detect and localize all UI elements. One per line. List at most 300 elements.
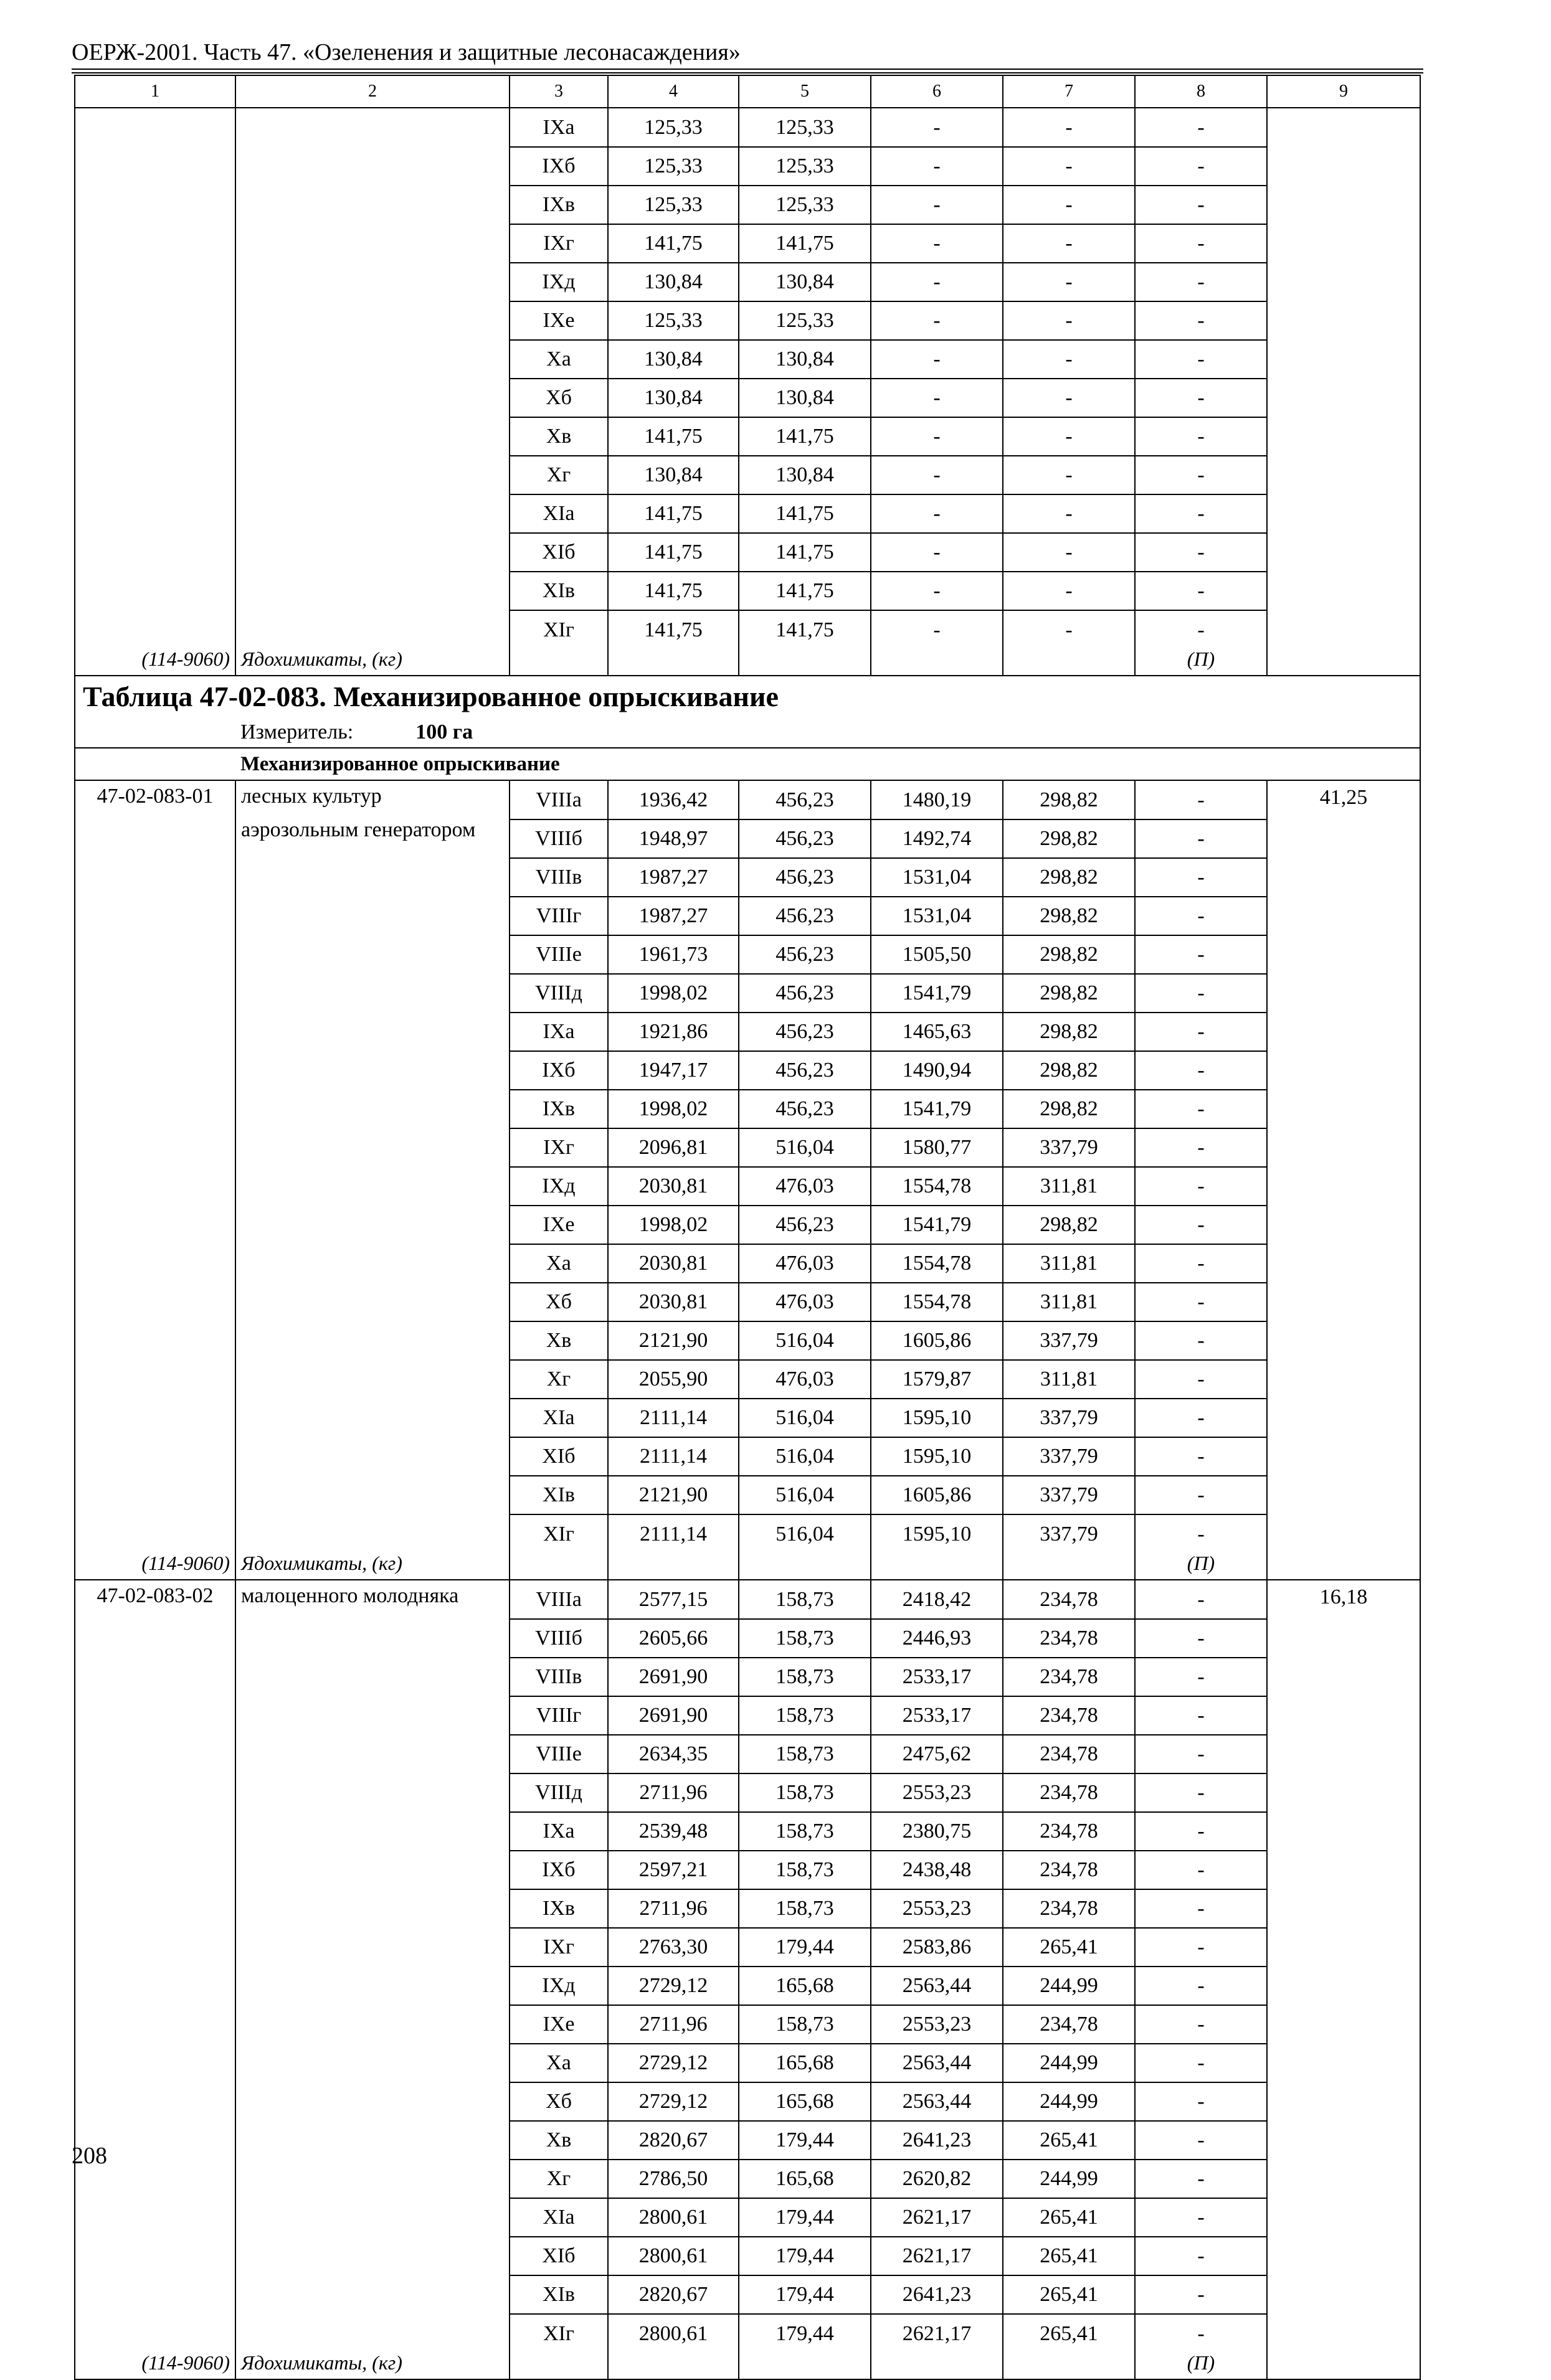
code-cell	[75, 572, 235, 610]
zone-cell: Xa	[510, 2044, 608, 2082]
zone-cell: IXб	[510, 147, 608, 186]
column-number: 6	[871, 75, 1003, 108]
name-cell	[235, 2275, 510, 2314]
name-cell	[235, 379, 510, 417]
table-row	[75, 1244, 1420, 1283]
value-cell: 2553,23	[871, 1773, 1003, 1812]
col9-cell	[1267, 456, 1420, 494]
value-cell: -	[1135, 974, 1267, 1013]
code-cell	[75, 456, 235, 494]
value-cell: -	[1135, 2121, 1267, 2160]
value-cell: -	[871, 301, 1003, 340]
table-row	[75, 1128, 1420, 1167]
value-cell: -	[1135, 1619, 1267, 1658]
table-row	[75, 819, 1420, 858]
value-cell: -	[1135, 1696, 1267, 1735]
name-cell	[235, 1696, 510, 1735]
table-row	[75, 2237, 1420, 2275]
col9-cell	[1267, 108, 1420, 147]
col9-cell	[1267, 1283, 1420, 1321]
col9-cell	[1267, 1773, 1420, 1812]
value-cell: 125,33	[739, 108, 871, 147]
value-cell: 125,33	[608, 301, 739, 340]
value-cell: 337,79	[1003, 1476, 1135, 1514]
value-cell: 141,75	[608, 572, 739, 610]
table-row	[75, 1051, 1420, 1090]
col9-cell	[1267, 2082, 1420, 2121]
value-cell: 1998,02	[608, 1206, 739, 1244]
col9-cell	[1267, 1206, 1420, 1244]
zone-cell: VIIIe	[510, 1735, 608, 1773]
value-cell: 337,79	[1003, 1321, 1135, 1360]
value-cell: 158,73	[739, 1812, 871, 1851]
zone-cell: IXa	[510, 108, 608, 147]
name-cell	[235, 1321, 510, 1360]
value-cell: 2820,67	[608, 2275, 739, 2314]
value-cell: -	[1135, 417, 1267, 456]
value-cell: 2533,17	[871, 1696, 1003, 1735]
table-row	[75, 1696, 1420, 1735]
code-cell	[75, 2005, 235, 2044]
value-cell: 1998,02	[608, 974, 739, 1013]
table-row	[75, 2005, 1420, 2044]
code-cell	[75, 858, 235, 897]
value-cell: 456,23	[739, 1051, 871, 1090]
value-cell: 298,82	[1003, 1090, 1135, 1128]
value-cell: 234,78	[1003, 1812, 1135, 1851]
value-cell: -	[1003, 417, 1135, 456]
table-row	[75, 1360, 1420, 1399]
value-cell: 141,75	[739, 533, 871, 572]
value-cell: 2729,12	[608, 2082, 739, 2121]
item-col9: 16,18	[1267, 1580, 1420, 1619]
value-cell: -	[871, 186, 1003, 224]
value-cell: 234,78	[1003, 2005, 1135, 2044]
value-cell: 234,78	[1003, 1658, 1135, 1696]
value-cell: 1947,17	[608, 1051, 739, 1090]
col9-cell	[1267, 897, 1420, 935]
table-row	[75, 1851, 1420, 1889]
value-cell: 2563,44	[871, 1967, 1003, 2005]
table-row	[75, 780, 1420, 819]
page-header: ОЕРЖ-2001. Часть 47. «Озеленения и защитные лесонасаждения»	[72, 39, 741, 65]
table-row	[75, 610, 1420, 649]
resource-name: Ядохимикаты, (кг)	[235, 649, 510, 676]
item-code: 47-02-083-02	[75, 1580, 235, 1619]
value-cell: 141,75	[739, 572, 871, 610]
name-cell	[235, 2121, 510, 2160]
value-cell: 1936,42	[608, 780, 739, 819]
code-cell	[75, 1090, 235, 1128]
value-cell: -	[1003, 494, 1135, 533]
resource-code: (114-9060)	[75, 2353, 235, 2379]
table-row	[75, 2044, 1420, 2082]
value-cell: 1541,79	[871, 974, 1003, 1013]
value-cell: 125,33	[739, 186, 871, 224]
empty-cell	[871, 2353, 1003, 2379]
value-cell: 298,82	[1003, 819, 1135, 858]
value-cell: 265,41	[1003, 2198, 1135, 2237]
resource-name: Ядохимикаты, (кг)	[235, 2353, 510, 2379]
name-cell	[235, 1773, 510, 1812]
code-cell	[75, 2198, 235, 2237]
value-cell: 125,33	[608, 108, 739, 147]
col9-cell	[1267, 1167, 1420, 1206]
value-cell: 298,82	[1003, 1206, 1135, 1244]
zone-cell: VIIIб	[510, 1619, 608, 1658]
value-cell: 2553,23	[871, 2005, 1003, 2044]
code-cell	[75, 1167, 235, 1206]
value-cell: -	[1135, 379, 1267, 417]
name-cell	[235, 1283, 510, 1321]
col9-cell	[1267, 1437, 1420, 1476]
table-row	[75, 1090, 1420, 1128]
value-cell: -	[1135, 186, 1267, 224]
name-cell	[235, 1399, 510, 1437]
table-row	[75, 1580, 1420, 1619]
value-cell: -	[1135, 1167, 1267, 1206]
empty-cell	[1267, 649, 1420, 676]
value-cell: -	[871, 108, 1003, 147]
code-cell	[75, 2044, 235, 2082]
value-cell: 2605,66	[608, 1619, 739, 1658]
value-cell: 2691,90	[608, 1696, 739, 1735]
value-cell: 456,23	[739, 1090, 871, 1128]
zone-cell: VIIIд	[510, 974, 608, 1013]
code-cell	[75, 1658, 235, 1696]
column-number: 1	[75, 75, 235, 108]
code-cell	[75, 1437, 235, 1476]
value-cell: 2553,23	[871, 1889, 1003, 1928]
value-cell: -	[871, 494, 1003, 533]
zone-cell: IXe	[510, 2005, 608, 2044]
code-cell	[75, 2314, 235, 2353]
value-cell: -	[1135, 1851, 1267, 1889]
name-cell	[235, 224, 510, 263]
name-cell	[235, 2005, 510, 2044]
name-cell	[235, 2314, 510, 2353]
zone-cell: IXв	[510, 1090, 608, 1128]
value-cell: -	[1135, 1244, 1267, 1283]
code-cell	[75, 1128, 235, 1167]
zone-cell: XIб	[510, 533, 608, 572]
value-cell: -	[1135, 897, 1267, 935]
value-cell: 125,33	[608, 186, 739, 224]
zone-cell: VIIIг	[510, 1696, 608, 1735]
name-cell	[235, 1013, 510, 1051]
code-cell	[75, 147, 235, 186]
table-row	[75, 417, 1420, 456]
col9-cell	[1267, 1090, 1420, 1128]
value-cell: 1948,97	[608, 819, 739, 858]
zone-cell: IXa	[510, 1013, 608, 1051]
empty-cell	[510, 649, 608, 676]
empty-cell	[739, 1553, 871, 1580]
value-cell: -	[1135, 1928, 1267, 1967]
code-cell	[75, 1321, 235, 1360]
name-cell	[235, 1437, 510, 1476]
zone-cell: VIIIв	[510, 1658, 608, 1696]
value-cell: 337,79	[1003, 1399, 1135, 1437]
value-cell: 234,78	[1003, 1889, 1135, 1928]
zone-cell: Xг	[510, 1360, 608, 1399]
value-cell: -	[1135, 1128, 1267, 1167]
code-cell	[75, 263, 235, 301]
col9-cell	[1267, 301, 1420, 340]
value-cell: 516,04	[739, 1321, 871, 1360]
table-row	[75, 301, 1420, 340]
value-cell: -	[1135, 1773, 1267, 1812]
value-cell: 2055,90	[608, 1360, 739, 1399]
code-cell	[75, 2275, 235, 2314]
value-cell: 298,82	[1003, 1051, 1135, 1090]
value-cell: 1595,10	[871, 1399, 1003, 1437]
zone-cell: Xa	[510, 1244, 608, 1283]
name-cell	[235, 1812, 510, 1851]
rates-table	[74, 75, 1421, 2380]
value-cell: 476,03	[739, 1244, 871, 1283]
table-title-row	[75, 676, 1420, 717]
name-cell	[235, 186, 510, 224]
code-cell	[75, 1851, 235, 1889]
table-row	[75, 572, 1420, 610]
value-cell: -	[871, 224, 1003, 263]
value-cell: 2539,48	[608, 1812, 739, 1851]
code-cell	[75, 1619, 235, 1658]
empty-cell	[75, 748, 235, 780]
code-cell	[75, 1399, 235, 1437]
value-cell: -	[1135, 456, 1267, 494]
table-row	[75, 2198, 1420, 2237]
col9-cell	[1267, 2160, 1420, 2198]
zone-cell: Xв	[510, 417, 608, 456]
value-cell: 2446,93	[871, 1619, 1003, 1658]
value-cell: 1490,94	[871, 1051, 1003, 1090]
value-cell: -	[1003, 224, 1135, 263]
zone-cell: XIг	[510, 2314, 608, 2353]
value-cell: 165,68	[739, 2160, 871, 2198]
col9-cell	[1267, 2237, 1420, 2275]
col9-cell	[1267, 1051, 1420, 1090]
col9-cell	[1267, 1658, 1420, 1696]
col9-cell	[1267, 1696, 1420, 1735]
code-cell	[75, 1696, 235, 1735]
zone-cell: Xб	[510, 379, 608, 417]
zone-cell: IXб	[510, 1051, 608, 1090]
col9-cell	[1267, 1514, 1420, 1553]
name-cell	[235, 1735, 510, 1773]
table-row	[75, 1619, 1420, 1658]
name-cell	[235, 2237, 510, 2275]
value-cell: -	[1135, 1812, 1267, 1851]
value-cell: 1465,63	[871, 1013, 1003, 1051]
value-cell: -	[1003, 379, 1135, 417]
value-cell: -	[1135, 1437, 1267, 1476]
value-cell: -	[871, 417, 1003, 456]
value-cell: 298,82	[1003, 780, 1135, 819]
zone-cell: Xв	[510, 2121, 608, 2160]
zone-cell: IXв	[510, 186, 608, 224]
code-cell	[75, 224, 235, 263]
value-cell: -	[1135, 1090, 1267, 1128]
value-cell: -	[1135, 2314, 1267, 2353]
value-cell: 456,23	[739, 780, 871, 819]
value-cell: 179,44	[739, 2198, 871, 2237]
resource-code: (114-9060)	[75, 649, 235, 676]
value-cell: -	[1003, 108, 1135, 147]
zone-cell: IXд	[510, 1167, 608, 1206]
value-cell: -	[1135, 1580, 1267, 1619]
value-cell: -	[871, 610, 1003, 649]
value-cell: 165,68	[739, 2082, 871, 2121]
code-cell	[75, 935, 235, 974]
zone-cell: IXг	[510, 224, 608, 263]
value-cell: -	[1135, 1283, 1267, 1321]
value-cell: -	[1135, 340, 1267, 379]
value-cell: 179,44	[739, 2314, 871, 2353]
zone-cell: VIIIб	[510, 819, 608, 858]
zone-cell: IXг	[510, 1128, 608, 1167]
table-row	[75, 1206, 1420, 1244]
table-row	[75, 2160, 1420, 2198]
value-cell: -	[1135, 1013, 1267, 1051]
measure-label: Измеритель:	[240, 720, 354, 744]
table-row	[75, 1735, 1420, 1773]
value-cell: 2786,50	[608, 2160, 739, 2198]
value-cell: 298,82	[1003, 935, 1135, 974]
zone-cell: IXб	[510, 1851, 608, 1889]
value-cell: 141,75	[739, 494, 871, 533]
value-cell: 2563,44	[871, 2044, 1003, 2082]
value-cell: 2820,67	[608, 2121, 739, 2160]
table-row	[75, 147, 1420, 186]
zone-cell: IXa	[510, 1812, 608, 1851]
name-cell	[235, 456, 510, 494]
code-cell	[75, 1967, 235, 2005]
value-cell: -	[1135, 2160, 1267, 2198]
value-cell: -	[1135, 2198, 1267, 2237]
empty-cell	[1267, 2353, 1420, 2379]
col9-cell	[1267, 1812, 1420, 1851]
col9-cell	[1267, 1360, 1420, 1399]
col9-cell	[1267, 1399, 1420, 1437]
table-row	[75, 1399, 1420, 1437]
value-cell: -	[1135, 610, 1267, 649]
value-cell: -	[1135, 494, 1267, 533]
value-cell: 298,82	[1003, 897, 1135, 935]
value-cell: 1531,04	[871, 897, 1003, 935]
column-number: 8	[1135, 75, 1267, 108]
value-cell: 141,75	[608, 494, 739, 533]
col9-cell	[1267, 1851, 1420, 1889]
value-cell: -	[871, 533, 1003, 572]
value-cell: 298,82	[1003, 858, 1135, 897]
zone-cell: IXe	[510, 1206, 608, 1244]
zone-cell: IXд	[510, 1967, 608, 2005]
col9-cell	[1267, 2198, 1420, 2237]
code-cell	[75, 1928, 235, 1967]
value-cell: 179,44	[739, 1928, 871, 1967]
value-cell: 165,68	[739, 1967, 871, 2005]
value-cell: -	[1135, 1399, 1267, 1437]
value-cell: 2111,14	[608, 1437, 739, 1476]
item-col9: 41,25	[1267, 780, 1420, 819]
code-cell	[75, 1735, 235, 1773]
code-cell	[75, 533, 235, 572]
value-cell: 158,73	[739, 1658, 871, 1696]
col9-cell	[1267, 1476, 1420, 1514]
value-cell: 1987,27	[608, 858, 739, 897]
value-cell: 516,04	[739, 1514, 871, 1553]
name-cell	[235, 108, 510, 147]
measure-cell	[235, 717, 1420, 748]
value-cell: 234,78	[1003, 1851, 1135, 1889]
empty-cell	[739, 649, 871, 676]
value-cell: -	[1135, 147, 1267, 186]
code-cell	[75, 301, 235, 340]
value-cell: 130,84	[608, 456, 739, 494]
value-cell: -	[1003, 301, 1135, 340]
value-cell: 2800,61	[608, 2314, 739, 2353]
value-cell: 476,03	[739, 1360, 871, 1399]
value-cell: 2096,81	[608, 1128, 739, 1167]
zone-cell: XIв	[510, 2275, 608, 2314]
value-cell: 1541,79	[871, 1090, 1003, 1128]
name-cell	[235, 1658, 510, 1696]
value-cell: 130,84	[739, 379, 871, 417]
value-cell: 516,04	[739, 1476, 871, 1514]
value-cell: -	[1003, 456, 1135, 494]
value-cell: 2800,61	[608, 2237, 739, 2275]
col9-cell	[1267, 1013, 1420, 1051]
zone-cell: XIa	[510, 1399, 608, 1437]
code-cell	[75, 1773, 235, 1812]
value-cell: 130,84	[739, 456, 871, 494]
value-cell: 265,41	[1003, 2314, 1135, 2353]
name-cell	[235, 2160, 510, 2198]
value-cell: 1580,77	[871, 1128, 1003, 1167]
value-cell: 1531,04	[871, 858, 1003, 897]
value-cell: -	[1135, 1051, 1267, 1090]
value-cell: 244,99	[1003, 2082, 1135, 2121]
measure-unit: 100 га	[415, 720, 473, 744]
table-title: Таблица 47-02-083. Механизированное опрыскивание	[75, 676, 1420, 717]
code-cell	[75, 1244, 235, 1283]
page-number: 208	[72, 2143, 107, 2169]
code-cell	[75, 1360, 235, 1399]
value-cell: 158,73	[739, 1619, 871, 1658]
name-cell	[235, 572, 510, 610]
zone-cell: Xв	[510, 1321, 608, 1360]
value-cell: 158,73	[739, 1735, 871, 1773]
value-cell: 234,78	[1003, 1619, 1135, 1658]
table-row	[75, 897, 1420, 935]
value-cell: 456,23	[739, 858, 871, 897]
name-cell	[235, 1360, 510, 1399]
table-row	[75, 263, 1420, 301]
name-cell	[235, 935, 510, 974]
col9-cell	[1267, 379, 1420, 417]
col9-cell	[1267, 2005, 1420, 2044]
col9-cell	[1267, 147, 1420, 186]
value-cell: 141,75	[608, 224, 739, 263]
value-cell: -	[1135, 819, 1267, 858]
name-cell	[235, 1244, 510, 1283]
value-cell: -	[1135, 301, 1267, 340]
table-row	[75, 340, 1420, 379]
code-cell	[75, 2082, 235, 2121]
value-cell: 311,81	[1003, 1360, 1135, 1399]
